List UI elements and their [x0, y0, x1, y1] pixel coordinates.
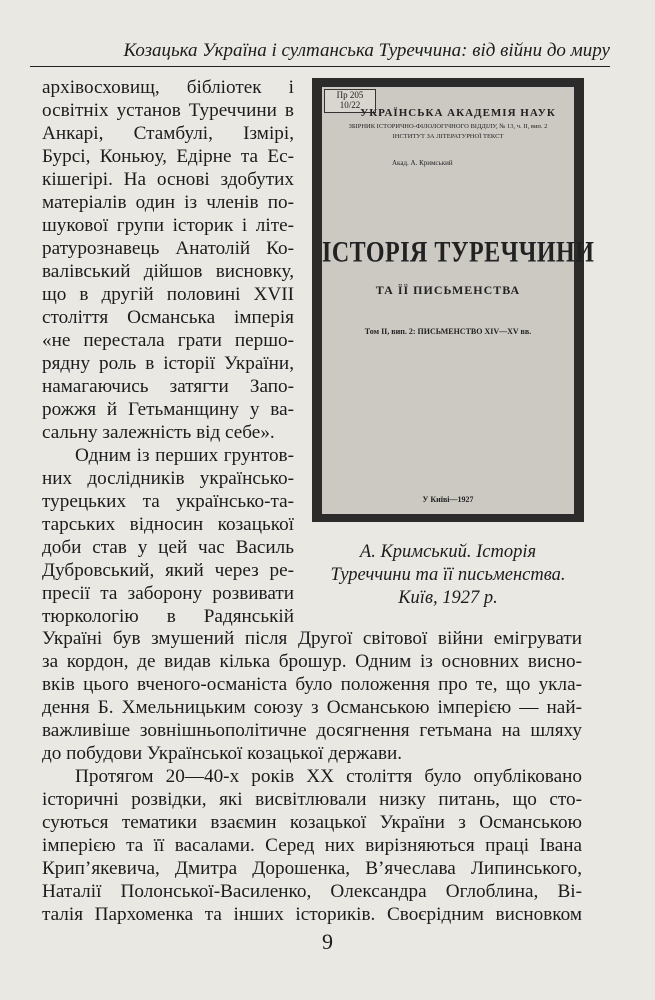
text-line: дення Б. Хмельницьким союзу з Османською імперією — най- — [42, 697, 582, 718]
stamp-line: 10/22 — [339, 100, 361, 110]
text-line: Анкарі, Стамбулі, Ізмірі, — [42, 123, 294, 144]
text-line: турецьких та українсько-та- — [42, 491, 294, 512]
text-line: рожжя й Гетьманщину у ва- — [42, 399, 294, 420]
text-line: Дубровський, який через ре- — [42, 560, 294, 581]
text-line: архівосховищ, бібліотек і — [42, 77, 294, 98]
figure-caption — [312, 541, 584, 610]
page-number: 9 — [322, 929, 333, 954]
text-line: Наталії Полонської-Василенко, Олександра Оглоблина, Ві- — [42, 881, 582, 902]
text-line: вків цього вченого-османіста було положення про те, що укла- — [42, 674, 582, 695]
cover-author: Акад. А. Кримський — [392, 159, 453, 167]
cover-imprint: У Київі—1927 — [422, 495, 474, 504]
cover-subtitle: ТА ЇЇ ПИСЬМЕНСТВА — [375, 283, 521, 297]
cover-academy: УКРАЇНСЬКА АКАДЕМІЯ НАУК — [360, 107, 556, 119]
left-column-text — [42, 76, 294, 628]
cover-title: ІСТОРІЯ ТУРЕЧЧИНИ — [322, 236, 595, 270]
text-line: що в другій половині XVII — [42, 284, 294, 305]
caption-line: Київ, 1927 р. — [398, 588, 498, 608]
text-line: освітніх установ Туреччини в — [42, 100, 294, 121]
header-rule — [30, 66, 610, 67]
text-line: тарських відносин козацької — [42, 514, 294, 535]
text-line: талія Пархоменка та інших істориків. Своєрідним висновком — [42, 904, 582, 925]
text-line: «не перестала грати першо- — [42, 330, 294, 351]
text-line: історичні розвідки, які висвітлювали низку питань, що сто- — [42, 789, 582, 810]
text-line: імперією та її васалами. Серед них вирізняються праці Івана — [42, 835, 582, 856]
text-line: століття Османська імперія — [42, 307, 294, 328]
text-line: рядну роль в історії України, — [42, 353, 294, 374]
text-line: тюркологію в Радянській — [42, 606, 294, 627]
text-line: Бурсі, Коньюу, Едірне та Ес- — [42, 146, 294, 167]
text-line: Україні був змушений після Другої світової війни емігрувати — [42, 628, 582, 649]
book-cover — [322, 87, 595, 514]
text-line: суються тематики взаємин козацької України з Османською — [42, 812, 582, 833]
text-line: Одним із перших грунтов- — [75, 445, 294, 466]
stamp-line: Пр 205 — [336, 90, 364, 100]
text-line: них дослідників українсько- — [42, 468, 294, 489]
text-line: намагаючись затягти Запо- — [42, 376, 294, 397]
caption-line: Туреччини та її письменства. — [330, 565, 566, 585]
text-line: доби став у цей час Василь — [42, 537, 294, 558]
cover-series-line: ІНСТИТУТ ЗА ЛІТЕРАТУРНОЇ ТЕКСТ — [392, 133, 504, 140]
text-line: до побудови Української козацької держави. — [42, 743, 403, 764]
text-line: валівський дійшов висновку, — [42, 261, 294, 282]
text-line: кішегірі. На основі здобутих — [42, 169, 294, 190]
cover-series-line: ЗБІРНИК ІСТОРИЧНО-ФІЛОЛОГІЧНОГО ВІДДІЛУ, № 13, ч. II, вип. 2 — [348, 123, 548, 130]
text-line: Крип’якевича, Дмитра Дорошенка, В’ячеслава Липинського, — [42, 858, 582, 879]
text-line: ратурознавець Анатолій Ко- — [42, 238, 294, 259]
text-line: Протягом 20—40-х років XX століття було опубліковано — [75, 766, 582, 787]
text-line: сальну залежність від себе». — [42, 422, 275, 443]
text-line: важливіше зовнішньополітичне досягнення гетьмана на шляху — [42, 720, 582, 741]
full-width-text — [42, 627, 582, 926]
text-line: шукової групи історик і літе- — [42, 215, 294, 236]
text-line: матеріалів один із членів по- — [42, 192, 294, 213]
caption-line: А. Кримський. Історія — [359, 542, 537, 562]
text-line: пресії та заборону розвивати — [42, 583, 294, 604]
running-header: Козацька Україна і султанська Туреччина: від війни до миру — [123, 40, 610, 61]
book-cover-photo — [312, 78, 595, 522]
text-line: за кордон, де видав кілька брошур. Одним із основних висно- — [42, 651, 582, 672]
cover-volume: Том II, вип. 2: ПИСЬМЕНСТВО XIV—XV вв. — [364, 327, 532, 336]
